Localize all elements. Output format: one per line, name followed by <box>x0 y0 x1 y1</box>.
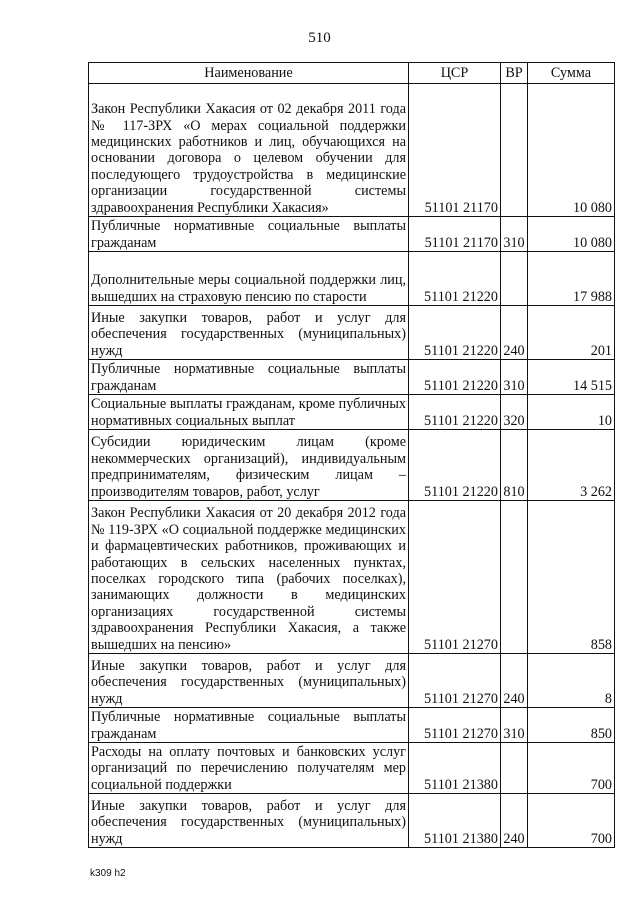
row-name: Публичные нормативные социальные выплаты гражданам <box>89 360 409 395</box>
table-row <box>89 360 615 395</box>
table-row <box>89 84 615 217</box>
row-sum: 201 <box>528 306 615 360</box>
header-vr: ВР <box>501 63 528 84</box>
row-sum: 10 080 <box>528 84 615 217</box>
header-name: Наименование <box>89 63 409 84</box>
row-csr: 51101 21270 <box>409 501 501 654</box>
row-name: Публичные нормативные социальные выплаты гражданам <box>89 708 409 743</box>
table-row <box>89 395 615 430</box>
row-csr: 51101 21270 <box>409 708 501 743</box>
row-csr: 51101 21220 <box>409 252 501 306</box>
row-vr: 810 <box>501 430 528 501</box>
row-sum: 3 262 <box>528 430 615 501</box>
row-name: Иные закупки товаров, работ и услуг для обеспечения государственных (муниципальных) нужд <box>89 794 409 848</box>
row-sum: 700 <box>528 743 615 794</box>
row-sum: 10 <box>528 395 615 430</box>
row-csr: 51101 21220 <box>409 360 501 395</box>
table-row <box>89 743 615 794</box>
row-csr: 51101 21170 <box>409 84 501 217</box>
row-name: Дополнительные меры социальной поддержки лиц, вышедших на страховую пенсию по старости <box>89 252 409 306</box>
row-csr: 51101 21220 <box>409 395 501 430</box>
table-row <box>89 708 615 743</box>
row-csr: 51101 21220 <box>409 430 501 501</box>
row-sum: 850 <box>528 708 615 743</box>
row-name: Закон Республики Хакасия от 20 декабря 2012 года № 119-ЗРХ «О социальной поддержке медицинских и фармацевтических работников, проживающих и работающих в сельских населенных пунктах, поселках городского типа (рабочих поселках), занимающих должности в медицинских организациях государственной системы здравоохранения Республики Хакасия, а также вышедших на пенсию» <box>89 501 409 654</box>
table-row <box>89 654 615 708</box>
row-name: Субсидии юридическим лицам (кроме некоммерческих организаций), индивидуальным предпринимателям, физическим лицам – производителям товаров, работ, услуг <box>89 430 409 501</box>
row-vr <box>501 252 528 306</box>
row-sum: 14 515 <box>528 360 615 395</box>
row-name: Расходы на оплату почтовых и банковских услуг организаций по перечислению получателям мер социальной поддержки <box>89 743 409 794</box>
table-row <box>89 501 615 654</box>
row-name: Закон Республики Хакасия от 02 декабря 2011 года № 117-ЗРХ «О мерах социальной поддержки медицинских работников и лиц, обучающихся на основании договора о целевом обучении для последующего трудоустройства в медицинские организации государственной системы здравоохранения Республики Хакасия» <box>89 84 409 217</box>
row-vr: 240 <box>501 306 528 360</box>
row-sum: 858 <box>528 501 615 654</box>
row-csr: 51101 21380 <box>409 794 501 848</box>
row-sum: 700 <box>528 794 615 848</box>
budget-table <box>88 62 615 848</box>
row-vr: 310 <box>501 708 528 743</box>
row-sum: 17 988 <box>528 252 615 306</box>
row-name: Иные закупки товаров, работ и услуг для обеспечения государственных (муниципальных) нужд <box>89 306 409 360</box>
table-row <box>89 252 615 306</box>
row-csr: 51101 21170 <box>409 217 501 252</box>
header-csr: ЦСР <box>409 63 501 84</box>
table-row <box>89 794 615 848</box>
row-vr <box>501 84 528 217</box>
row-vr <box>501 743 528 794</box>
row-vr: 320 <box>501 395 528 430</box>
row-sum: 10 080 <box>528 217 615 252</box>
table-row <box>89 306 615 360</box>
row-vr: 310 <box>501 217 528 252</box>
table-header-row <box>89 63 615 84</box>
page-number: 510 <box>308 30 331 46</box>
row-vr <box>501 501 528 654</box>
row-csr: 51101 21220 <box>409 306 501 360</box>
row-csr: 51101 21380 <box>409 743 501 794</box>
row-vr: 240 <box>501 794 528 848</box>
row-vr: 240 <box>501 654 528 708</box>
row-name: Социальные выплаты гражданам, кроме публичных нормативных социальных выплат <box>89 395 409 430</box>
row-name: Публичные нормативные социальные выплаты гражданам <box>89 217 409 252</box>
row-name: Иные закупки товаров, работ и услуг для обеспечения государственных (муниципальных) нужд <box>89 654 409 708</box>
table-row <box>89 430 615 501</box>
row-sum: 8 <box>528 654 615 708</box>
row-vr: 310 <box>501 360 528 395</box>
document-code: k309 h2 <box>90 868 126 879</box>
table-row <box>89 217 615 252</box>
row-csr: 51101 21270 <box>409 654 501 708</box>
header-sum: Сумма <box>528 63 615 84</box>
